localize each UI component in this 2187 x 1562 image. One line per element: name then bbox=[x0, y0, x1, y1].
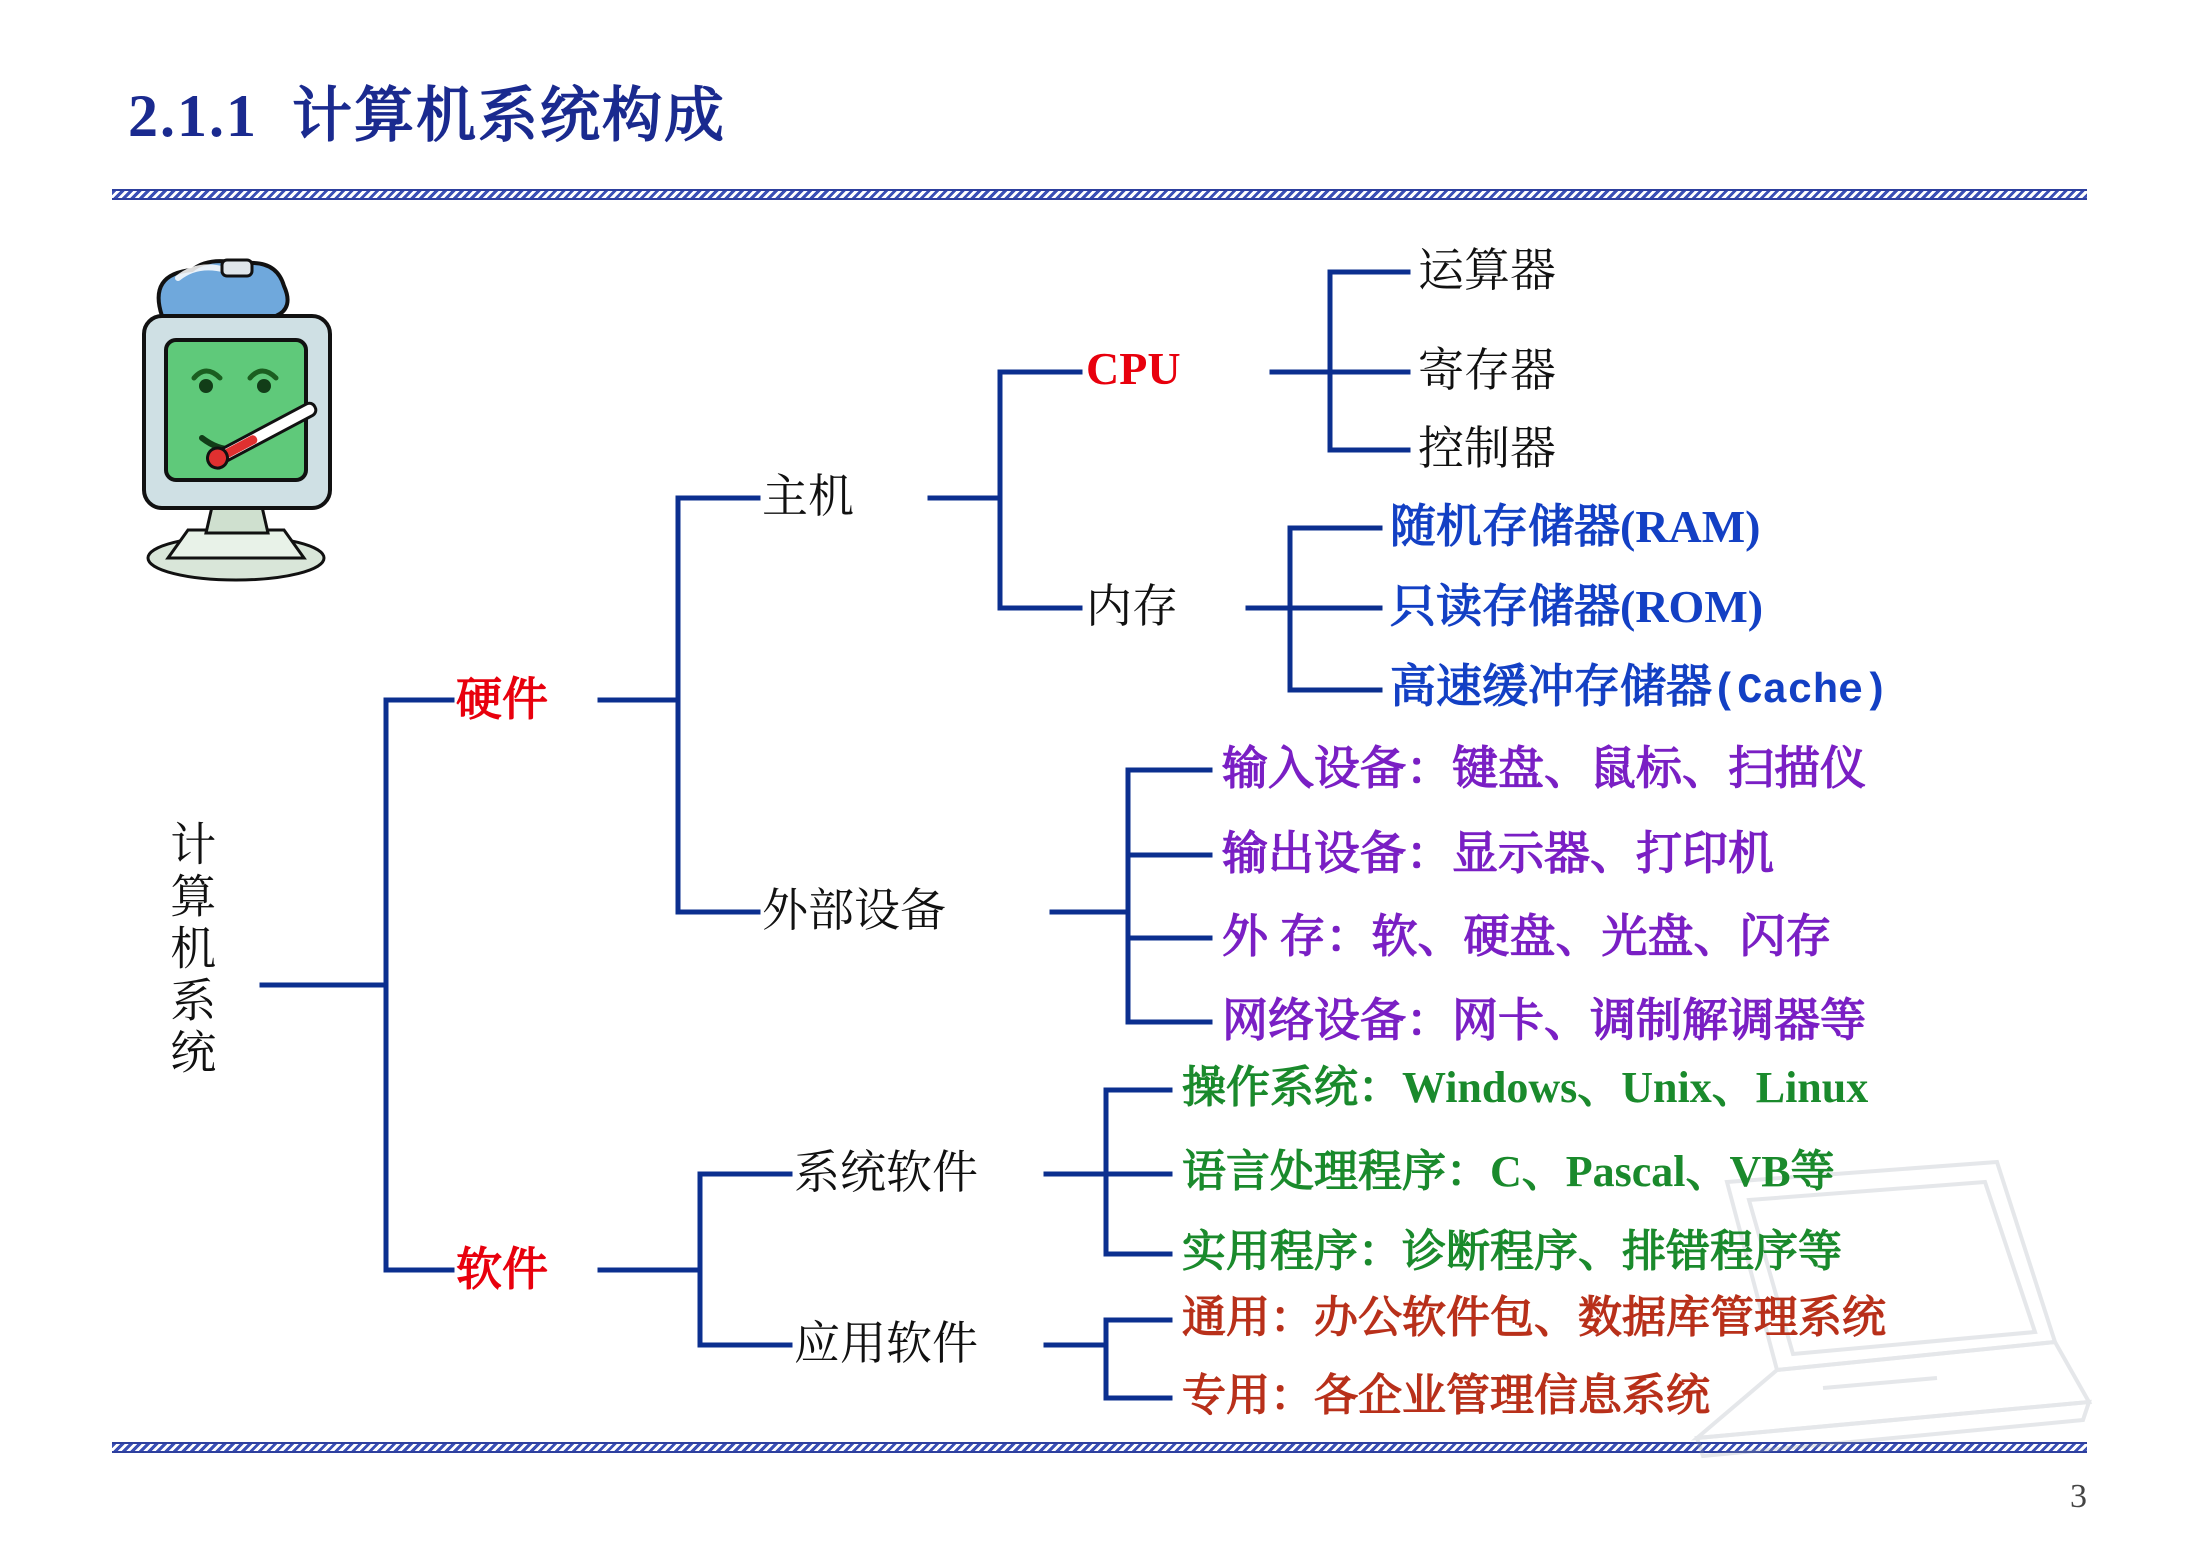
tree-node-application-software: 应用软件 bbox=[794, 1318, 978, 1369]
tree-leaf-system-2: 实用程序：诊断程序、排错程序等 bbox=[1182, 1227, 1842, 1276]
tree-leaf-system-1: 语言处理程序：C、Pascal、VB等 bbox=[1182, 1147, 1835, 1196]
tree-leaf-peripheral-1: 输出设备：显示器、打印机 bbox=[1222, 828, 1774, 879]
tree-leaf-cpu-0: 运算器 bbox=[1418, 245, 1556, 296]
tree-node-cpu: CPU bbox=[1086, 343, 1181, 394]
tree-node-memory: 内存 bbox=[1086, 581, 1178, 632]
tree-node-software: 软件 bbox=[456, 1244, 548, 1295]
page-title bbox=[128, 68, 726, 154]
tree-node-root: 计算机系统 bbox=[164, 820, 216, 1080]
tree-leaf-cpu-2: 控制器 bbox=[1418, 423, 1556, 474]
tree-node-host: 主机 bbox=[762, 471, 854, 522]
tree-leaf-application-1: 专用：各企业管理信息系统 bbox=[1182, 1371, 1710, 1420]
tree-leaf-peripheral-0: 输入设备：键盘、鼠标、扫描仪 bbox=[1222, 743, 1866, 794]
tree-node-system-software: 系统软件 bbox=[794, 1147, 978, 1198]
title-number: 2.1.1 bbox=[128, 83, 258, 149]
page-number: 3 bbox=[2070, 1478, 2087, 1515]
tree-node-peripherals: 外部设备 bbox=[762, 885, 946, 936]
tree-leaf-memory-2 bbox=[1390, 662, 1888, 714]
tree-leaf-memory-2-suffix: (Cache) bbox=[1712, 667, 1889, 715]
tree-leaf-system-0: 操作系统：Windows、Unix、Linux bbox=[1182, 1063, 1869, 1112]
title-text: 计算机系统构成 bbox=[292, 83, 726, 149]
tree-leaf-application-0: 通用：办公软件包、数据库管理系统 bbox=[1182, 1293, 1886, 1342]
tree-leaf-memory-2-text: 高速缓冲存储器 bbox=[1390, 661, 1712, 712]
tree-leaf-peripheral-3: 网络设备：网卡、调制解调器等 bbox=[1222, 995, 1866, 1046]
tree-leaf-memory-0: 随机存储器(RAM) bbox=[1390, 501, 1761, 552]
divider-top bbox=[112, 189, 2087, 200]
tree-leaf-peripheral-2: 外 存：软、硬盘、光盘、闪存 bbox=[1222, 911, 1832, 962]
tree-leaf-memory-1: 只读存储器(ROM) bbox=[1390, 581, 1764, 632]
tree-leaf-cpu-1: 寄存器 bbox=[1418, 345, 1556, 396]
tree-node-hardware: 硬件 bbox=[456, 674, 548, 725]
sick-monitor-clipart bbox=[118, 258, 358, 588]
